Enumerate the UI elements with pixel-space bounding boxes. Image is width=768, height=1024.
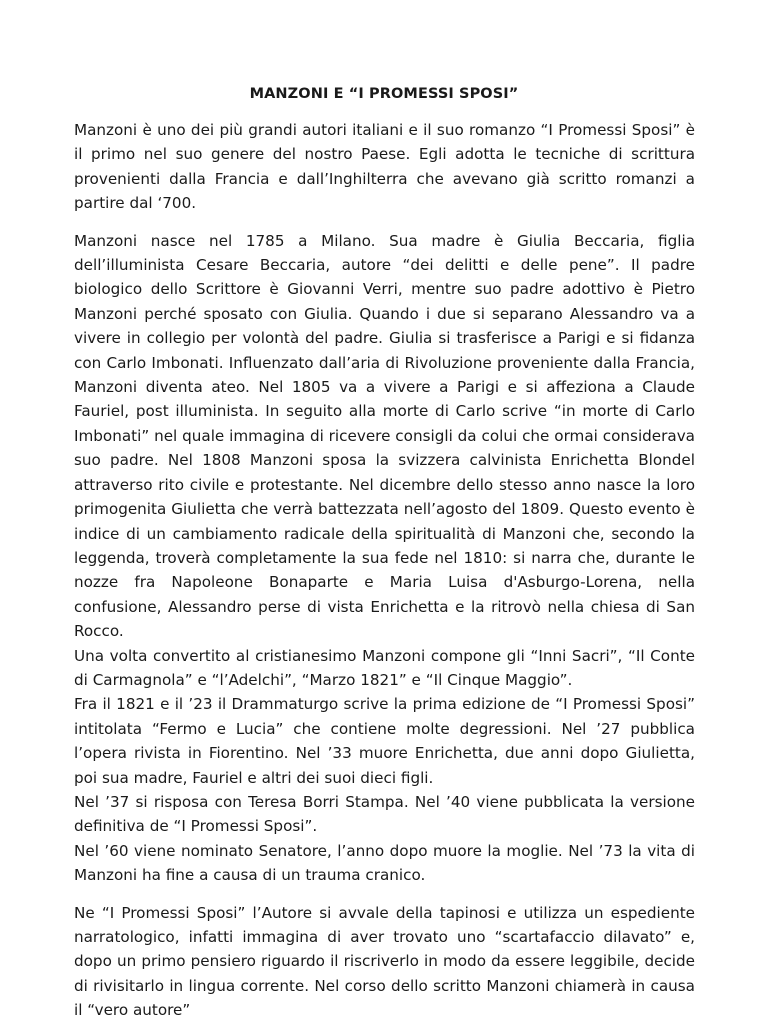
paragraph-senator-death: Nel ’60 viene nominato Senatore, l’anno dopo muore la moglie. Nel ’73 la vita di Manzoni ha fine a causa di un trauma cranico. <box>74 841 695 885</box>
paragraph-conversion-works: Una volta convertito al cristianesimo Manzoni compone gli “Inni Sacri”, “Il Conte di Carmagnola” e “l’Adelchi”, “Marzo 1821” e “Il Cinque Maggio”. <box>74 646 695 689</box>
paragraph-narrative-device: Ne “I Promessi Sposi” l’Autore si avvale della tapinosi e utilizza un espediente narratologico, infatti immagina di aver trovato uno “scartafaccio dilavato” e, dopo un primo pensiero riguardo il riscriverlo in modo da essere leggibile, decide di rivisitarlo in lingua corrente. Nel corso dello scritto Manzoni chiamerà in causa il “vero autore” <box>74 903 695 1020</box>
paragraph-remarriage: Nel ’37 si risposa con Teresa Borri Stampa. Nel ’40 viene pubblicata la versione definitiva de “I Promessi Sposi”. <box>74 792 695 836</box>
paragraph-biography: Manzoni nasce nel 1785 a Milano. Sua madre è Giulia Beccaria, figlia dell’illuminista Cesare Beccaria, autore “dei delitti e delle pene”. Il padre biologico dello Scrittore è Giovanni Verri, mentre suo padre adottivo è Pietro Manzoni perché sposato con Giulia. Quando i due si separano Alessandro va a vivere in collegio per volontà del padre. Giulia si trasferisce a Parigi e si fidanza con Carlo Imbonati. Influenzato dall’aria di Rivoluzione proveniente dalla Francia, Manzoni diventa ateo. Nel 1805 va a vivere a Parigi e si affeziona a Claude Fauriel, post illuminista. In seguito alla morte di Carlo scrive “in morte di Carlo Imbonati” nel quale immagina di ricevere consigli da colui che ormai considerava suo padre. Nel 1808 Manzoni sposa la svizzera calvinista Enrichetta Blondel attraverso rito civile e protestante. Nel dicembre dello stesso anno nasce la loro primogenita Giulietta che verrà battezzata nell’agosto del 1809. Questo evento è indice di un cambiamento radicale della spiritualità di Manzoni che, secondo la leggenda, troverà completamente la sua fede nel 1810: si narra che, durante le nozze fra Napoleone Bonaparte e Maria Luisa d'Asburgo-Lorena, nella confusione, Alessandro perse di vista Enrichetta e la ritrovò nella chiesa di San Rocco. <box>74 231 695 641</box>
document-title: MANZONI E “I PROMESSI SPOSI” <box>249 86 519 102</box>
paragraph-first-edition: Fra il 1821 e il ’23 il Drammaturgo scrive la prima edizione de “I Promessi Sposi” intitolata “Fermo e Lucia” che contiene molte degressioni. Nel ’27 pubblica l’opera rivista in Fiorentino. Nel ’33 muore Enrichetta, due anni dopo Giulietta, poi sua madre, Fauriel e altri dei suoi dieci figli. <box>74 695 695 787</box>
paragraph-intro: Manzoni è uno dei più grandi autori italiani e il suo romanzo “I Promessi Sposi” è il primo nel suo genere del nostro Paese. Egli adotta le tecniche di scrittura provenienti dalla Francia e dall’Inghilterra che avevano già scritto romanzi a partire dal ‘700. <box>74 121 695 213</box>
document-body <box>74 118 695 1023</box>
